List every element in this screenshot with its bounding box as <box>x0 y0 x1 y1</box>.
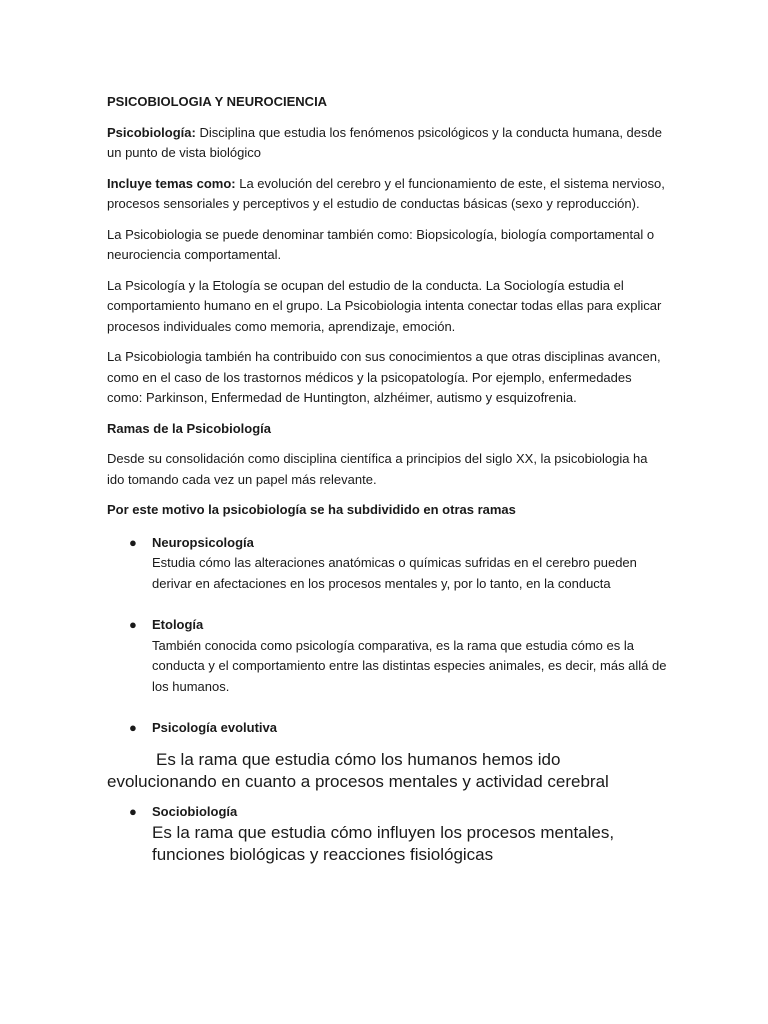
document-title: PSICOBIOLOGIA Y NEUROCIENCIA <box>107 94 328 109</box>
definition-term: Psicobiología: <box>107 124 196 140</box>
branch-description: Es la rama que estudia cómo los humanos hemos ido evolucionando en cuanto a procesos mentales y actividad cerebral <box>107 749 609 791</box>
topics-term: Incluye temas como: <box>107 175 236 191</box>
branch-description: Estudia cómo las alteraciones anatómicas o químicas sufridas en el cerebro pueden derivar en afectaciones en los procesos mentales y, por lo tanto, en la conducta <box>152 555 637 591</box>
topics-text: La evolución del cerebro y el funcionamiento de este, el sistema nervioso, procesos sensoriales y perceptivos y el estudio de conductas básicas (sexo y reproducción). <box>107 175 665 211</box>
branch-description: También conocida como psicología comparativa, es la rama que estudia cómo es la conducta y el comportamiento entre las distintas especies animales, es decir, más allá de los humanos. <box>152 637 667 694</box>
bullet-icon: ● <box>129 617 137 632</box>
body-paragraph: La Psicobiologia también ha contribuido con sus conocimientos a que otras disciplinas avancen, como en el caso de los trastornos médicos y la psicopatología. Por ejemplo, enfermedades como: Parkinson, Enfermedad de Huntington, alzhéimer, autismo y esquizofrenia. <box>107 349 661 405</box>
list-item <box>107 718 667 739</box>
list-item <box>107 615 667 697</box>
bullet-icon: ● <box>129 720 137 735</box>
body-paragraph: La Psicobiologia se puede denominar también como: Biopsicología, biología comportamental o neurociencia comportamental. <box>107 226 655 262</box>
branch-title: Etología <box>152 617 204 632</box>
topics-paragraph <box>107 174 667 215</box>
bullet-icon: ● <box>129 803 137 819</box>
list-item <box>107 533 667 595</box>
branch-title: Sociobiología <box>152 803 238 819</box>
body-paragraph: La Psicología y la Etología se ocupan del estudio de la conducta. La Sociología estudia el comportamiento humano en el grupo. La Psicobiologia intenta conectar todas ellas para explicar procesos individuales como memoria, aprendizaje, emoción. <box>107 277 662 334</box>
branch-description: Es la rama que estudia cómo influyen los procesos mentales, funciones biológicas y reacciones fisiológicas <box>152 823 615 864</box>
list-item <box>107 802 667 867</box>
document-page <box>107 92 667 866</box>
definition-paragraph <box>107 123 667 164</box>
branches-intro: Desde su consolidación como disciplina científica a principios del siglo XX, la psicobiologia ha ido tomando cada vez un papel más relevante. <box>107 451 648 487</box>
branch-title: Neuropsicología <box>152 534 254 550</box>
branches-list <box>107 533 667 739</box>
bullet-icon: ● <box>129 534 137 550</box>
branches-list-continued <box>107 802 667 867</box>
definition-text: Disciplina que estudia los fenómenos psicológicos y la conducta humana, desde un punto de vista biológico <box>107 124 662 160</box>
branch-title: Psicología evolutiva <box>152 720 277 735</box>
branches-subheading: Por este motivo la psicobiología se ha subdividido en otras ramas <box>107 502 516 517</box>
branches-heading: Ramas de la Psicobiología <box>107 420 271 436</box>
